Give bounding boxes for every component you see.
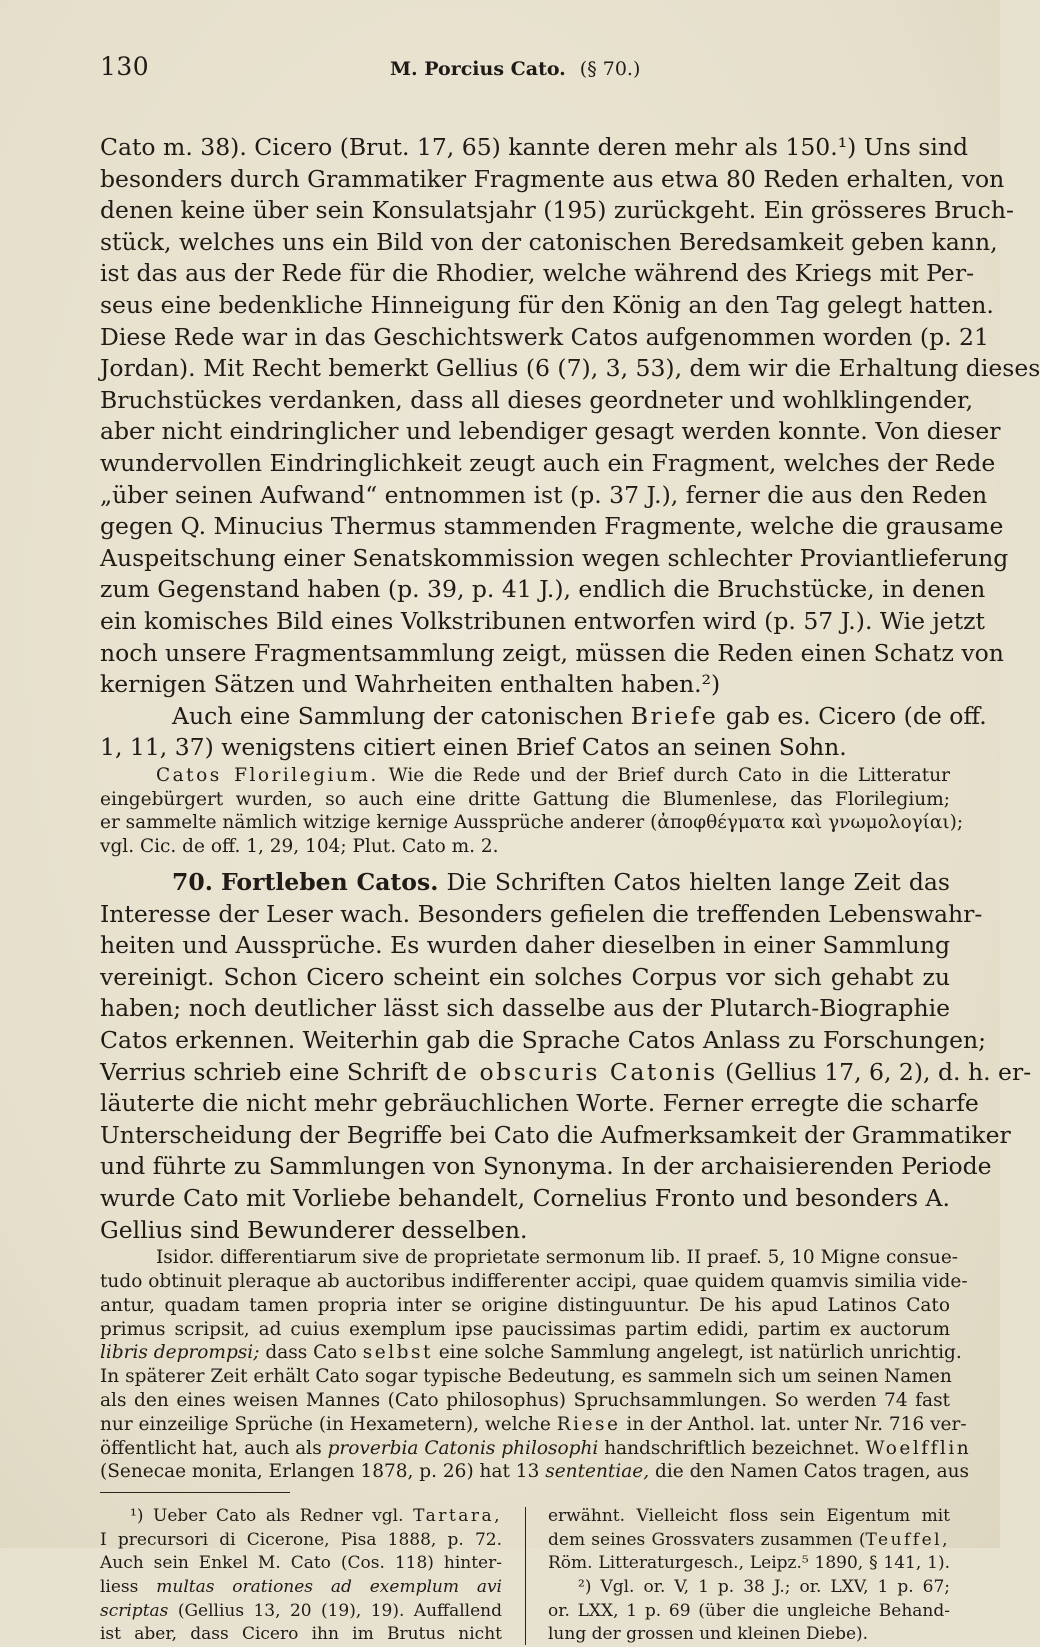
text-line: Catos erkennen. Weiterhin gab die Sprache Catos Anlass zu Forschungen; (100, 1026, 987, 1055)
note-line: als den eines weisen Mannes (Cato philosophus) Spruchsammlungen. So werden 74 fast (100, 1389, 950, 1411)
running-head (100, 52, 950, 88)
footnote-line: ist aber, dass Cicero ihn im Brutus nicht (100, 1624, 502, 1645)
text-line: Unterscheidung der Begriffe bei Cato die Aufmerksamkeit der Grammatiker (100, 1120, 1011, 1149)
note-line: er sammelte nämlich witzige kernige Aussprüche anderer (ἀποφθέγματα καὶ γνωμολογίαι); (100, 812, 964, 834)
text-line: heiten und Aussprüche. Es wurden daher dieselben in einer Sammlung (100, 931, 950, 960)
footnote-line: erwähnt. Vielleicht floss sein Eigentum mit (548, 1506, 950, 1527)
text-line: läuterte die nicht mehr gebräuchlichen Worte. Ferner erregte die scharfe (100, 1089, 979, 1118)
note-line: antur, quadam tamen propria inter se origine distinguuntur. De his apud Latinos Cato (100, 1294, 950, 1316)
main-paragraph (100, 132, 1040, 764)
footnote-line: Röm. Litteraturgesch., Leipz.⁵ 1890, § 141, 1). (548, 1553, 950, 1574)
text-line: Diese Rede war in das Geschichtswerk Catos aufgenommen worden (p. 21 (100, 322, 989, 351)
text-line: Verrius schrieb eine Schrift de obscuris Catonis (Gellius 17, 6, 2), d. h. er- (100, 1057, 1032, 1086)
text-line: besonders durch Grammatiker Fragmente aus etwa 80 Reden erhalten, von (100, 164, 1005, 193)
note-line: Catos Florilegium. Wie die Rede und der Brief durch Cato in die Litteratur (156, 764, 950, 786)
text-line: Interesse der Leser wach. Besonders gefielen die treffenden Lebenswahr- (100, 899, 983, 928)
note-line: nur einzeilige Sprüche (in Hexametern), welche Riese in der Anthol. lat. unter Nr. 716 ver- (100, 1413, 967, 1435)
footnote-column-right (548, 1505, 950, 1647)
footnote-column-left (100, 1505, 502, 1647)
note-line: tudo obtinuit pleraque ab auctoribus indifferenter accipi, quae quidem quamvis similia vide- (100, 1270, 968, 1292)
running-title: M. Porcius Cato. (390, 58, 566, 80)
text-line: kernigen Sätzen und Wahrheiten enthalten haben.²) (100, 670, 721, 699)
text-line: Auspeitschung einer Senatskommission wegen schlechter Proviantlieferung (100, 543, 1009, 572)
text-line: haben; noch deutlicher lässt sich dasselbe aus der Plutarch-Biographie (100, 994, 950, 1023)
text-line: seus eine bedenkliche Hinneigung für den König an den Tag gelegt hatten. (100, 290, 994, 319)
footnote-line: ²) Vgl. or. V, 1 p. 38 J.; or. LXV, 1 p. 67; (578, 1576, 950, 1597)
letters-line: Auch eine Sammlung der catonischen Briefe gab es. Cicero (de off. (172, 701, 987, 730)
text-line: Cato m. 38). Cicero (Brut. 17, 65) kannte deren mehr als 150.¹) Uns sind (100, 133, 969, 161)
footnotes (100, 1505, 950, 1647)
note-line: eingebürgert wurden, so auch eine dritte Gattung die Blumenlese, das Florilegium; (100, 788, 950, 810)
footnote-line: lung der grossen und kleinen Diebe). (548, 1624, 869, 1645)
text-line: noch unsere Fragmentsammlung zeigt, müssen die Reden einen Schatz von (100, 638, 1004, 667)
note-line: libris deprompsi; dass Cato selbst eine solche Sammlung angelegt, ist natürlich unrichtig. (100, 1342, 962, 1364)
text-line: Gellius sind Bewunderer desselben. (100, 1215, 528, 1244)
footnote-rule (100, 1492, 290, 1493)
note-line: vgl. Cic. de off. 1, 29, 104; Plut. Cato m. 2. (100, 836, 499, 858)
text-line: und führte zu Sammlungen von Synonyma. In der archaisierenden Periode (100, 1152, 992, 1181)
text-line: ein komisches Bild eines Volkstribunen entworfen wird (p. 57 J.). Wie jetzt (100, 606, 985, 635)
text-line: zum Gegenstand haben (p. 39, p. 41 J.), endlich die Bruchstücke, in denen (100, 575, 986, 604)
section-heading: Fortleben Catos. (221, 868, 439, 897)
note-line: öffentlicht hat, auch als proverbia Catonis philosophi handschriftlich bezeichnet. Woelfflin (100, 1437, 972, 1459)
footnote-line: liess multas orationes ad exemplum avi (100, 1576, 502, 1597)
section-number: 70. (172, 868, 213, 897)
section-heading-line: 70. Fortleben Catos. Die Schriften Catos hielten lange Zeit das (172, 868, 950, 897)
footnote-line: dem seines Grossvaters zusammen (Teuffel, (548, 1529, 950, 1550)
footnote-line: I precursori di Cicerone, Pisa 1888, p. 72. (100, 1529, 502, 1550)
text-line: vereinigt. Schon Cicero scheint ein solches Corpus vor sich gehabt zu (100, 962, 950, 991)
column-divider (525, 1507, 526, 1645)
note-line: In späterer Zeit erhält Cato sogar typische Bedeutung, es sammeln sich um seinen Namen (100, 1366, 952, 1388)
text-line: wurde Cato mit Vorliebe behandelt, Cornelius Fronto und besonders A. (100, 1184, 950, 1212)
footnote-line: scriptas (Gellius 13, 20 (19), 19). Auffallend (100, 1600, 502, 1621)
text-line: stück, welches uns ein Bild von der catonischen Beredsamkeit geben kann, (100, 227, 998, 256)
footnote-line: ¹) Ueber Cato als Redner vgl. Tartara, (130, 1506, 502, 1527)
footnote-line: Auch sein Enkel M. Cato (Cos. 118) hinter- (100, 1553, 502, 1574)
text-line: gegen Q. Minucius Thermus stammenden Fragmente, welche die grausame (100, 512, 1004, 541)
text-line: Jordan). Mit Recht bemerkt Gellius (6 (7), 3, 53), dem wir die Erhaltung dieses (100, 354, 1040, 383)
section-70 (100, 867, 1032, 1246)
text-line: wundervollen Eindringlichkeit zeugt auch ein Fragment, welches der Rede (100, 448, 996, 477)
isidor-note (100, 1246, 972, 1484)
text-line: ist das aus der Rede für die Rhodier, welche während des Kriegs mit Per- (100, 259, 975, 288)
text-line: Bruchstückes verdanken, dass all dieses geordneter und wohlklingender, (100, 385, 974, 414)
running-section: (§ 70.) (579, 58, 641, 80)
page-number: 130 (100, 52, 150, 81)
text-line: „über seinen Aufwand“ entnommen ist (p. 37 J.), ferner die aus den Reden (100, 480, 988, 509)
footnote-line: or. LXX, 1 p. 69 (über die ungleiche Behand- (548, 1600, 950, 1621)
text-line: denen keine über sein Konsulatsjahr (195) zurückgeht. Ein grösseres Bruch- (100, 196, 1014, 225)
florilegium-note (100, 764, 964, 859)
note-line: primus scripsit, ad cuius exemplum ipse paucissimas partim edidi, partim ex auctorum (100, 1318, 950, 1340)
note-line: Isidor. differentiarum sive de proprietate sermonum lib. II praef. 5, 10 Migne consue- (156, 1247, 959, 1269)
note-line: (Senecae monita, Erlangen 1878, p. 26) hat 13 sententiae, die den Namen Catos tragen, aus (100, 1461, 970, 1483)
text-line: aber nicht eindringlicher und lebendiger gesagt werden konnte. Von dieser (100, 417, 1001, 446)
letters-line: 1, 11, 37) wenigstens citiert einen Brief Catos an seinen Sohn. (100, 733, 847, 762)
